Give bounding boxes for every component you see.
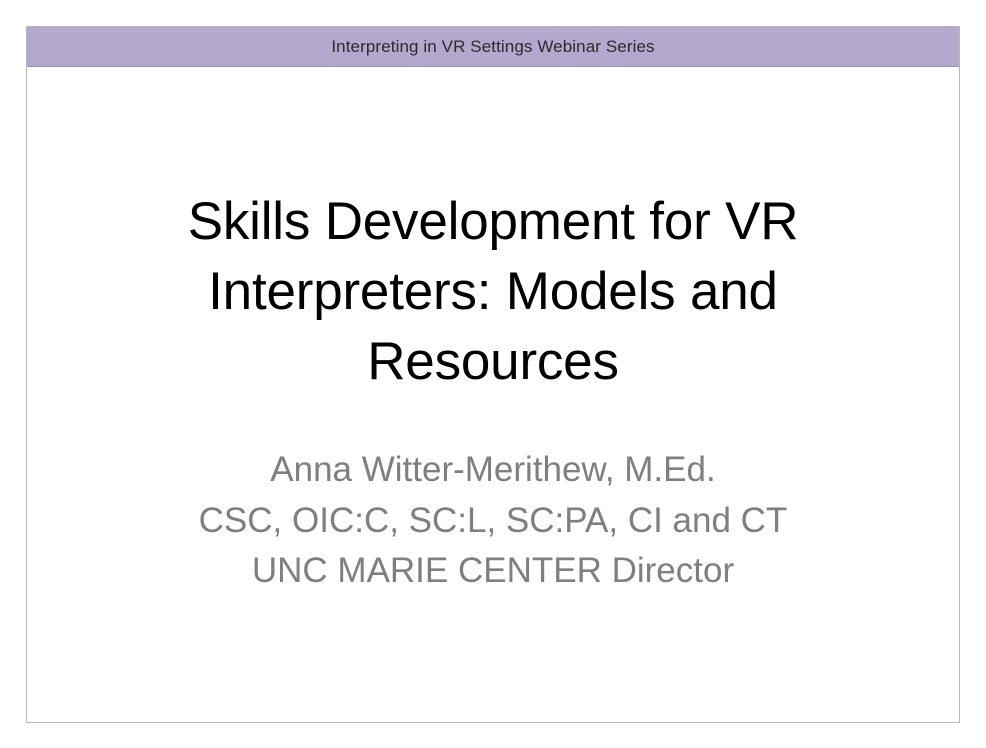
webinar-series-title: Interpreting in VR Settings Webinar Series (331, 36, 655, 56)
presentation-slide (26, 26, 960, 723)
presenter-affiliation: UNC MARIE CENTER Director (251, 551, 735, 591)
slide-title: Skills Development for VR Interpreters: Models and Resources (187, 192, 799, 391)
slide-content (27, 67, 959, 722)
slide-banner (27, 27, 959, 67)
title-block (89, 187, 897, 397)
presenter-block (89, 445, 897, 597)
presenter-name: Anna Witter-Merithew, M.Ed. (270, 449, 716, 489)
presenter-credentials: CSC, OIC:C, SC:L, SC:PA, CI and CT (198, 500, 788, 540)
